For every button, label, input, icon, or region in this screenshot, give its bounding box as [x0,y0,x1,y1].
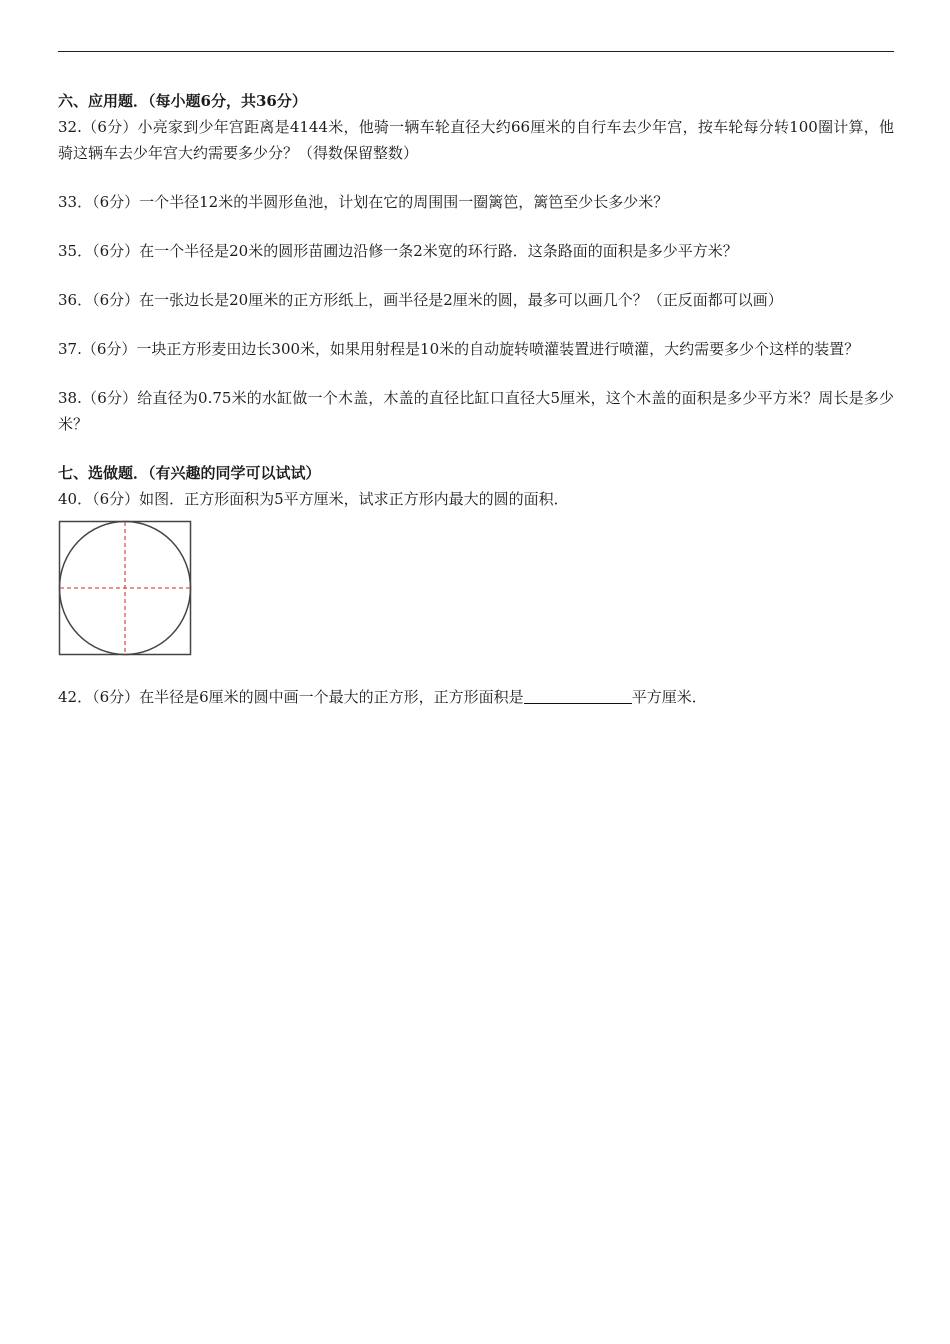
square-circle-figure [58,520,194,658]
question-42-unit: 平方厘米． [631,688,707,706]
section-6-title: 六、应用题．（每小题6分，共36分） [58,92,307,110]
answer-blank[interactable] [524,685,632,704]
header-rule [58,51,894,52]
question-38: 38.（6分）给直径为0.75米的水缸做一个木盖，木盖的直径比缸口直径大5厘米，这个木盖的面积是多少平方米？周长是多少米？ [58,389,894,433]
question-33: 33．（6分）一个半径12米的半圆形鱼池，计划在它的周围围一圈篱笆，篱笆至少长多少米？ [58,193,669,211]
square-circle-diagram [58,520,194,658]
document-body [58,88,894,733]
question-36: 36．（6分）在一张边长是20厘米的正方形纸上，画半径是2厘米的圆，最多可以画几个？（正反面都可以画） [58,291,783,309]
question-42 [58,684,894,710]
question-35: 35．（6分）在一个半径是20米的圆形苗圃边沿修一条2米宽的环行路．这条路面的面积是多少平方米？ [58,242,738,260]
question-40: 40．（6分）如图．正方形面积为5平方厘米，试求正方形内最大的圆的面积． [58,490,569,508]
question-32: 32.（6分）小亮家到少年宫距离是4144米，他骑一辆车轮直径大约66厘米的自行车去少年宫，按车轮每分转100圈计算，他骑这辆车去少年宫大约需要多少分？（得数保留整数） [58,118,894,162]
question-42-text: 42．（6分）在半径是6厘米的圆中画一个最大的正方形，正方形面积是 [58,688,524,706]
question-37: 37.（6分）一块正方形麦田边长300米，如果用射程是10米的自动旋转喷灌装置进行喷灌，大约需要多少个这样的装置？ [58,340,860,358]
section-7-title: 七、选做题．（有兴趣的同学可以试试） [58,464,321,482]
